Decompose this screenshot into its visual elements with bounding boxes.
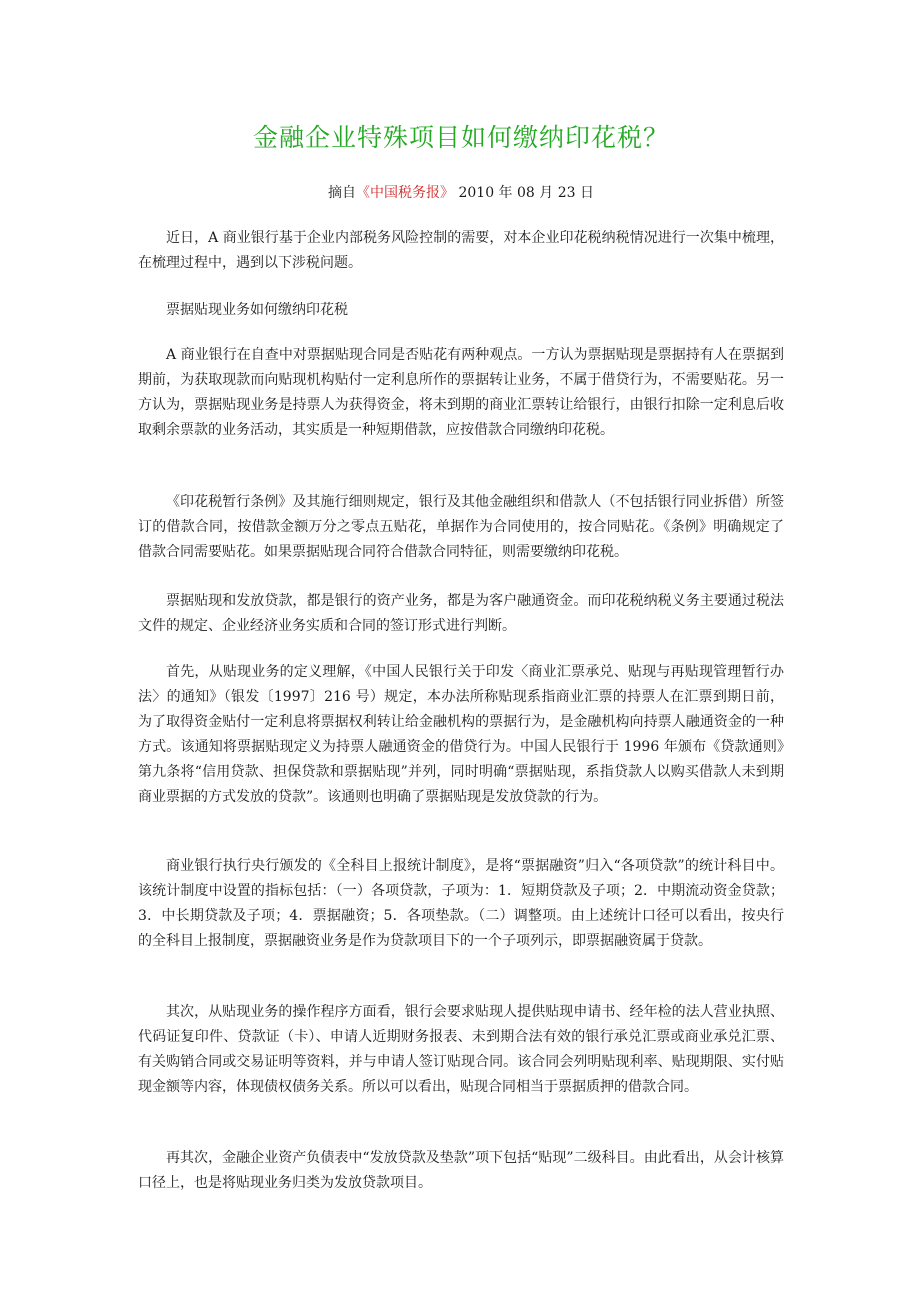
article-byline bbox=[138, 182, 784, 202]
article-title: 金融企业特殊项目如何缴纳印花税？ bbox=[252, 123, 669, 152]
paragraph-definition: 首先，从贴现业务的定义理解，《中国人民银行关于印发〈商业汇票承兑、贴现与再贴现管理暂行办法〉的通知》（银发〔1997〕216 号）规定，本办法所称贴现系指商业汇票的持票人在汇票到期日前，为了取得资金贴付一定利息将票据权利转让给金融机构的票据行为，是金融机构向持票人融通资金的一种方式。该通知将票据贴现定义为持票人融通资金的借贷行为。中国人民银行于 1996 年颁布《贷款通则》第九条将“信用贷款、担保贷款和票据贴现”并列，同时明确“票据贴现，系指贷款人以购买借款人未到期商业票据的方式发放的贷款”。该通则也明确了票据贴现是发放贷款的行为。 bbox=[138, 664, 784, 805]
byline-date: 2010 年 08 月 23 日 bbox=[454, 185, 594, 201]
paragraph-procedure: 其次，从贴现业务的操作程序方面看，银行会要求贴现人提供贴现申请书、经年检的法人营业执照、代码证复印件、贷款证（卡）、申请人近期财务报表、未到期合法有效的银行承兑汇票或商业承兑汇票、有关购销合同或交易证明等资料，并与申请人签订贴现合同。该合同会列明贴现利率、贴现期限、实付贴现金额等内容，体现债权债务关系。所以可以看出，贴现合同相当于票据质押的借款合同。 bbox=[138, 1004, 784, 1095]
paragraph-regulation: 《印花税暂行条例》及其施行细则规定，银行及其他金融组织和借款人（不包括银行同业拆借）所签订的借款合同，按借款金额万分之零点五贴花，单据作为合同使用的，按合同贴花。《条例》明确规定了借款合同需要贴花。如果票据贴现合同符合借款合同特征，则需要缴纳印花税。 bbox=[138, 494, 784, 560]
paragraph-intro: 近日，A 商业银行基于企业内部税务风险控制的需要，对本企业印花税纳税情况进行一次集中梳理，在梳理过程中，遇到以下涉税问题。 bbox=[138, 230, 784, 271]
paragraph-accounting: 再其次，金融企业资产负债表中“发放贷款及垫款”项下包括“贴现”二级科目。由此看出，从会计核算口径上，也是将贴现业务归类为发放贷款项目。 bbox=[138, 1150, 784, 1191]
byline-source: 《中国税务报》 bbox=[356, 185, 455, 201]
paragraph-comparison: 票据贴现和发放贷款，都是银行的资产业务，都是为客户融通资金。而印花税纳税义务主要通过税法文件的规定、企业经济业务实质和合同的签订形式进行判断。 bbox=[138, 593, 784, 634]
section-heading: 票据贴现业务如何缴纳印花税 bbox=[166, 302, 348, 318]
paragraph-statistics: 商业银行执行央行颁发的《全科目上报统计制度》，是将“票据融资”归入“各项贷款”的统计科目中。该统计制度中设置的指标包括：（一）各项贷款，子项为：1．短期贷款及子项；2．中期流动资金贷款；3．中长期贷款及子项；4．票据融资；5．各项垫款。（二）调整项。由上述统计口径可以看出，按央行的全科目上报制度，票据融资业务是作为贷款项目下的一个子项列示，即票据融资属于贷款。 bbox=[138, 858, 784, 949]
byline-prefix: 摘自 bbox=[328, 185, 357, 201]
paragraph-viewpoints: A 商业银行在自查中对票据贴现合同是否贴花有两种观点。一方认为票据贴现是票据持有人在票据到期前，为获取现款而向贴现机构贴付一定利息所作的票据转让业务，不属于借贷行为，不需要贴花。另一方认为，票据贴现业务是持票人为获得资金，将未到期的商业汇票转让给银行，由银行扣除一定利息后收取剩余票款的业务活动，其实质是一种短期借款，应按借款合同缴纳印花税。 bbox=[138, 347, 784, 438]
